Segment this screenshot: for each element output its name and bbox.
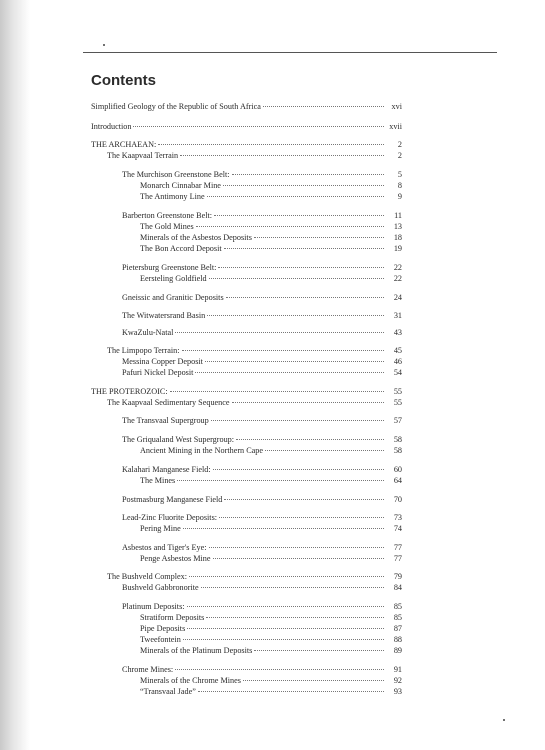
page-title: Contents — [91, 72, 156, 89]
toc-entry — [107, 394, 402, 408]
toc-entry-title: “Transvaal Jade” — [140, 687, 196, 696]
toc-entry — [122, 324, 402, 338]
toc-entry — [140, 442, 402, 456]
toc-entry-title: Eersteling Goldfield — [140, 274, 207, 283]
toc-entry — [122, 289, 402, 303]
dot-leader — [170, 381, 384, 392]
toc-entry-page-number: 88 — [393, 635, 402, 644]
toc-entry-title: Penge Asbestos Mine — [140, 554, 211, 563]
toc-entry-page-number: 22 — [393, 263, 402, 272]
toc-entry-page-number: xvi — [391, 102, 402, 111]
dot-leader — [177, 470, 384, 481]
toc-entry-title: Kalahari Manganese Field: — [122, 465, 211, 474]
toc-entry-page-number: 77 — [393, 554, 402, 563]
dot-leader — [175, 322, 384, 333]
toc-entry-page-number: 58 — [393, 446, 402, 455]
toc-entry-title: The Transvaal Supergroup — [122, 416, 209, 425]
dot-leader — [180, 145, 384, 156]
toc-entry-title: The Kaapvaal Terrain — [107, 151, 179, 160]
toc-entry-page-number: 2 — [397, 140, 402, 149]
toc-entry-title: Pipe Deposits — [140, 624, 186, 633]
toc-entry-page-number: 54 — [393, 368, 402, 377]
toc-entry-title: The Bon Accord Deposit — [140, 244, 222, 253]
toc-entry-title: Messina Copper Deposit — [122, 357, 203, 366]
dot-leader — [263, 96, 384, 107]
dot-leader — [265, 440, 384, 451]
toc-entry-title: The Kaapvaal Sedimentary Sequence — [107, 398, 230, 407]
toc-entry-title: Minerals of the Asbestos Deposits — [140, 233, 252, 242]
toc-entry-title: Barberton Greenstone Belt: — [122, 211, 213, 220]
toc-entry-title: The Limpopo Terrain: — [107, 346, 180, 355]
dot-leader — [196, 216, 384, 227]
toc-entry — [140, 188, 402, 202]
toc-entry-title: Introduction — [91, 122, 132, 131]
dot-leader — [236, 429, 384, 440]
dot-leader — [207, 305, 384, 316]
dot-leader — [213, 548, 384, 559]
dot-leader — [232, 164, 384, 175]
toc-entry-title: Chrome Mines: — [122, 665, 174, 674]
toc-entry-page-number: 24 — [393, 293, 402, 302]
dot-leader — [189, 566, 384, 577]
dot-leader — [213, 459, 384, 470]
toc-entry-page-number: 79 — [393, 572, 402, 581]
toc-entry-page-number: 64 — [393, 476, 402, 485]
toc-entry — [122, 491, 402, 505]
toc-entry-page-number: 18 — [393, 233, 402, 242]
toc-entry-title: Monarch Cinnabar Mine — [140, 181, 221, 190]
toc-entry — [140, 472, 402, 486]
toc-entry-title: Asbestos and Tiger's Eye: — [122, 543, 207, 552]
toc-entry-page-number: 60 — [393, 465, 402, 474]
toc-entry-title: THE ARCHAEAN: — [91, 140, 157, 149]
dot-leader — [218, 257, 384, 268]
toc-entry-page-number: 91 — [393, 665, 402, 674]
dot-leader — [211, 410, 384, 421]
dot-leader — [224, 489, 384, 500]
toc-entry — [140, 642, 402, 656]
toc-entry-page-number: 84 — [393, 583, 402, 592]
toc-entry-title: Gneissic and Granitic Deposits — [122, 293, 224, 302]
toc-entry-page-number: 13 — [393, 222, 402, 231]
toc-entry-page-number: 74 — [393, 524, 402, 533]
toc-entry-title: The Murchison Greenstone Belt: — [122, 170, 230, 179]
dot-leader — [175, 659, 384, 670]
toc-entry-title: Minerals of the Platinum Deposits — [140, 646, 253, 655]
dot-leader — [209, 537, 385, 548]
dot-leader — [133, 116, 384, 127]
toc-entry-page-number: 11 — [394, 211, 402, 220]
dot-leader — [201, 577, 384, 588]
toc-entry — [91, 98, 402, 112]
toc-entry-page-number: 70 — [393, 495, 402, 504]
toc-entry-title: Lead-Zinc Fluorite Deposits: — [122, 513, 218, 522]
toc-entry-page-number: 77 — [393, 543, 402, 552]
toc-entry-page-number: 8 — [397, 181, 402, 190]
dot-leader — [187, 596, 384, 607]
toc-entry-title: KwaZulu-Natal — [122, 328, 174, 337]
toc-entry-page-number: 9 — [397, 192, 402, 201]
toc-entry — [122, 364, 402, 378]
toc-entry-title: The Mines — [140, 476, 176, 485]
dot-leader — [214, 205, 384, 216]
paper-speck — [503, 719, 505, 721]
toc-entry-title: Pafuri Nickel Deposit — [122, 368, 194, 377]
dot-leader — [207, 186, 384, 197]
toc-entry-page-number: 43 — [393, 328, 402, 337]
toc-entry-title: Ancient Mining in the Northern Cape — [140, 446, 264, 455]
dot-leader — [183, 518, 384, 529]
toc-entry-page-number: xvii — [389, 122, 402, 131]
dot-leader — [187, 618, 384, 629]
dot-leader — [205, 351, 384, 362]
toc-entry-page-number: 85 — [393, 602, 402, 611]
dot-leader — [223, 175, 384, 186]
toc-entry-title: Postmasburg Manganese Field — [122, 495, 223, 504]
dot-leader — [226, 287, 384, 298]
toc-entry-title: The Antimony Line — [140, 192, 205, 201]
dot-leader — [209, 268, 384, 279]
dot-leader — [206, 607, 384, 618]
toc-entry-title: The Witwatersrand Basin — [122, 311, 206, 320]
dot-leader — [195, 362, 384, 373]
toc-entry — [140, 240, 402, 254]
toc-entry-title: The Griqualand West Supergroup: — [122, 435, 235, 444]
paper-speck — [103, 44, 105, 46]
toc-entry — [140, 270, 402, 284]
toc-entry — [122, 307, 402, 321]
toc-entry — [107, 147, 402, 161]
toc-entry-title: The Gold Mines — [140, 222, 194, 231]
toc-entry-page-number: 45 — [393, 346, 402, 355]
dot-leader — [198, 681, 384, 692]
toc-entry-title: Pietersburg Greenstone Belt: — [122, 263, 217, 272]
dot-leader — [224, 238, 384, 249]
toc-entry — [122, 579, 402, 593]
toc-entry-page-number: 57 — [393, 416, 402, 425]
toc-entry-title: Platinum Deposits: — [122, 602, 185, 611]
toc-entry-page-number: 22 — [393, 274, 402, 283]
toc-entry-title: Minerals of the Chrome Mines — [140, 676, 241, 685]
toc-entry-page-number: 46 — [393, 357, 402, 366]
dot-leader — [254, 640, 384, 651]
toc-entry — [122, 412, 402, 426]
toc-entry-page-number: 55 — [393, 387, 402, 396]
toc-entry-page-number: 58 — [393, 435, 402, 444]
toc-entry-page-number: 85 — [393, 613, 402, 622]
toc-entry-page-number: 93 — [393, 687, 402, 696]
toc-entry-page-number: 2 — [397, 151, 402, 160]
toc-entry-page-number: 92 — [393, 676, 402, 685]
toc-entry-title: Tweefontein — [140, 635, 181, 644]
dot-leader — [254, 227, 384, 238]
toc-entry — [140, 683, 402, 697]
dot-leader — [158, 134, 384, 145]
toc-entry — [140, 550, 402, 564]
dot-leader — [219, 507, 384, 518]
toc-entry-title: Stratiform Deposits — [140, 613, 205, 622]
toc-entry-title: THE PROTEROZOIC: — [91, 387, 168, 396]
toc-entry-title: Pering Mine — [140, 524, 181, 533]
dot-leader — [243, 670, 384, 681]
toc-entry-page-number: 5 — [397, 170, 402, 179]
dot-leader — [182, 340, 385, 351]
toc-entry — [140, 520, 402, 534]
toc-entry — [91, 118, 402, 132]
toc-entry-page-number: 89 — [393, 646, 402, 655]
toc-entry-page-number: 73 — [393, 513, 402, 522]
toc-entry-page-number: 31 — [393, 311, 402, 320]
toc-entry-page-number: 19 — [393, 244, 402, 253]
toc-entry-page-number: 87 — [393, 624, 402, 633]
toc-entry-title: The Bushveld Complex: — [107, 572, 188, 581]
toc-entry-title: Simplified Geology of the Republic of South Africa — [91, 102, 261, 111]
toc-entry-page-number: 55 — [393, 398, 402, 407]
dot-leader — [232, 392, 384, 403]
dot-leader — [183, 629, 384, 640]
toc-entry-title: Bushveld Gabbronorite — [122, 583, 199, 592]
